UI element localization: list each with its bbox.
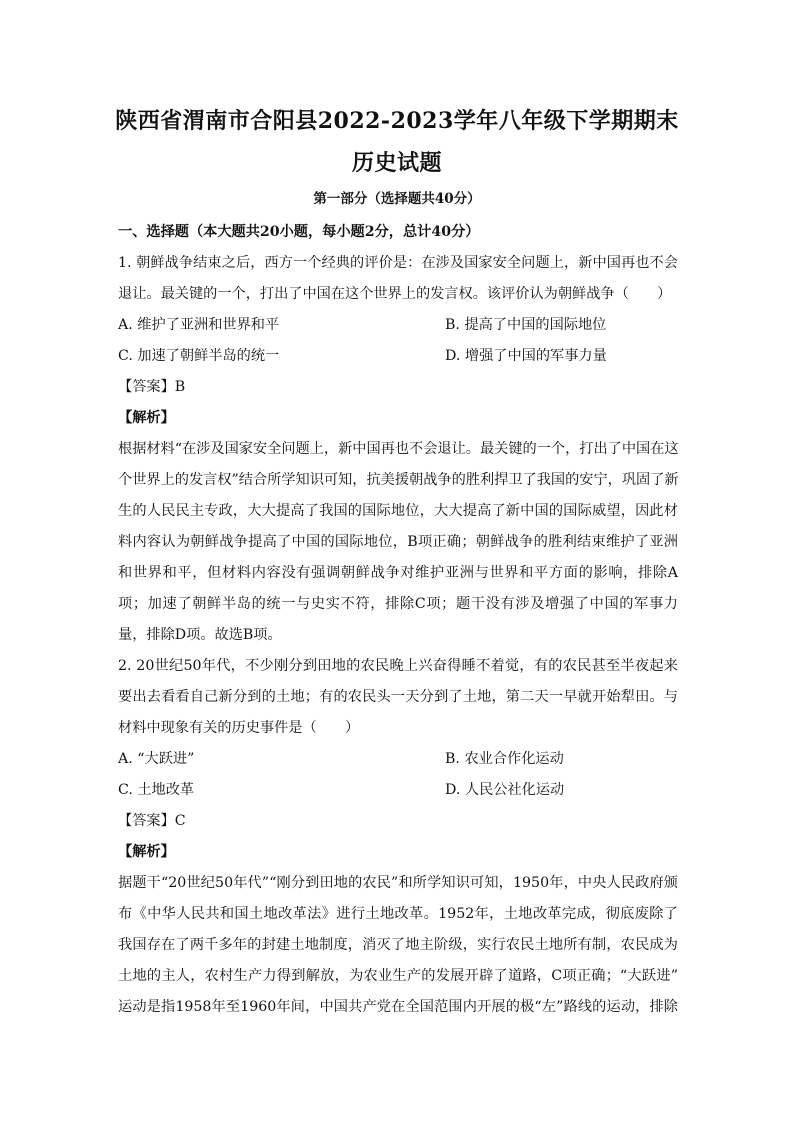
analysis-line: 土地的主人，农村生产力得到解放，为农业生产的发展开辟了道路，C项正确；“大跃进” bbox=[118, 968, 678, 984]
analysis-line: 量，排除D项。故选B项。 bbox=[118, 627, 282, 643]
question-stem-line: 退让。最关键的一个，打出了中国在这个世界上的发言权。该评价认为朝鲜战争（ ） bbox=[118, 286, 672, 302]
analysis-line: 我国存在了两千多年的封建土地制度，消灭了地主阶级，实行农民土地所有制，农民成为 bbox=[118, 937, 678, 953]
question-2 bbox=[118, 651, 678, 1023]
analysis-line: 料内容认为朝鲜战争提高了中国的国际地位，B项正确；朝鲜战争的胜利结束维护了亚洲 bbox=[118, 534, 678, 550]
analysis-line: 布《中华人民共和国土地改革法》进行土地改革。1952年，土地改革完成，彻底废除了 bbox=[118, 906, 678, 922]
option-b: B. 提高了中国的国际地位 bbox=[445, 317, 607, 333]
option-row bbox=[118, 744, 678, 775]
analysis-line: 个世界上的发言权”结合所学知识可知，抗美援朝战争的胜利捍卫了我国的安宁，巩固了新 bbox=[118, 472, 679, 488]
analysis-line: 运动是指1958年至1960年间，中国共产党在全国范围内开展的极“左”路线的运动，排除 bbox=[118, 999, 678, 1015]
option-d: D. 增强了中国的军事力量 bbox=[445, 348, 607, 364]
exam-subject: 历史试题 bbox=[351, 150, 442, 176]
question-1 bbox=[118, 248, 678, 651]
analysis-line: 据题干“20世纪50年代”“刚分到田地的农民”和所学知识可知，1950年，中央人民政府颁 bbox=[118, 875, 678, 891]
answer-label: 【答案】B bbox=[118, 379, 186, 395]
question-stem-line: 材料中现象有关的历史事件是（ ） bbox=[118, 720, 360, 736]
option-d: D. 人民公社化运动 bbox=[445, 782, 565, 798]
option-row bbox=[118, 341, 678, 372]
option-b: B. 农业合作化运动 bbox=[445, 751, 564, 767]
question-stem-line: 要出去看看自己新分到的土地；有的农民头一天分到了土地，第二天一早就开始犁田。与 bbox=[118, 689, 678, 705]
option-a: A. “大跃进” bbox=[118, 751, 195, 767]
exam-title: 陕西省渭南市合阳县2022-2023学年八年级下学期期末 bbox=[115, 108, 679, 134]
exam-body bbox=[118, 217, 678, 1023]
section-heading: 一、选择题（本大题共20小题，每小题2分，总计40分） bbox=[118, 224, 480, 240]
analysis-line: 根据材料“在涉及国家安全问题上，新中国再也不会退让。最关键的一个，打出了中国在这 bbox=[118, 441, 679, 457]
option-c: C. 加速了朝鲜半岛的统一 bbox=[118, 348, 280, 364]
question-stem-line: 1. 朝鲜战争结束之后，西方一个经典的评价是：在涉及国家安全问题上，新中国再也不会 bbox=[118, 255, 678, 271]
analysis-line: 和世界和平，但材料内容没有强调朝鲜战争对维护亚洲与世界和平方面的影响，排除A bbox=[118, 565, 678, 581]
answer-label: 【答案】C bbox=[118, 813, 186, 829]
analysis-line: 项；加速了朝鲜半岛的统一与史实不符，排除C项；题干没有涉及增强了中国的军事力 bbox=[118, 596, 678, 612]
option-c: C. 土地改革 bbox=[118, 782, 195, 798]
option-a: A. 维护了亚洲和世界和平 bbox=[118, 317, 280, 333]
analysis-line: 生的人民民主专政，大大提高了我国的国际地位，大大提高了新中国的国际威望，因此材 bbox=[118, 503, 678, 519]
question-stem-line: 2. 20世纪50年代，不少刚分到田地的农民晚上兴奋得睡不着觉，有的农民甚至半夜起来 bbox=[118, 658, 678, 674]
part-label: 第一部分（选择题共40分） bbox=[313, 191, 481, 207]
option-row bbox=[118, 775, 678, 806]
analysis-label: 【解析】 bbox=[118, 410, 175, 426]
option-row bbox=[118, 310, 678, 341]
analysis-label: 【解析】 bbox=[118, 844, 175, 860]
